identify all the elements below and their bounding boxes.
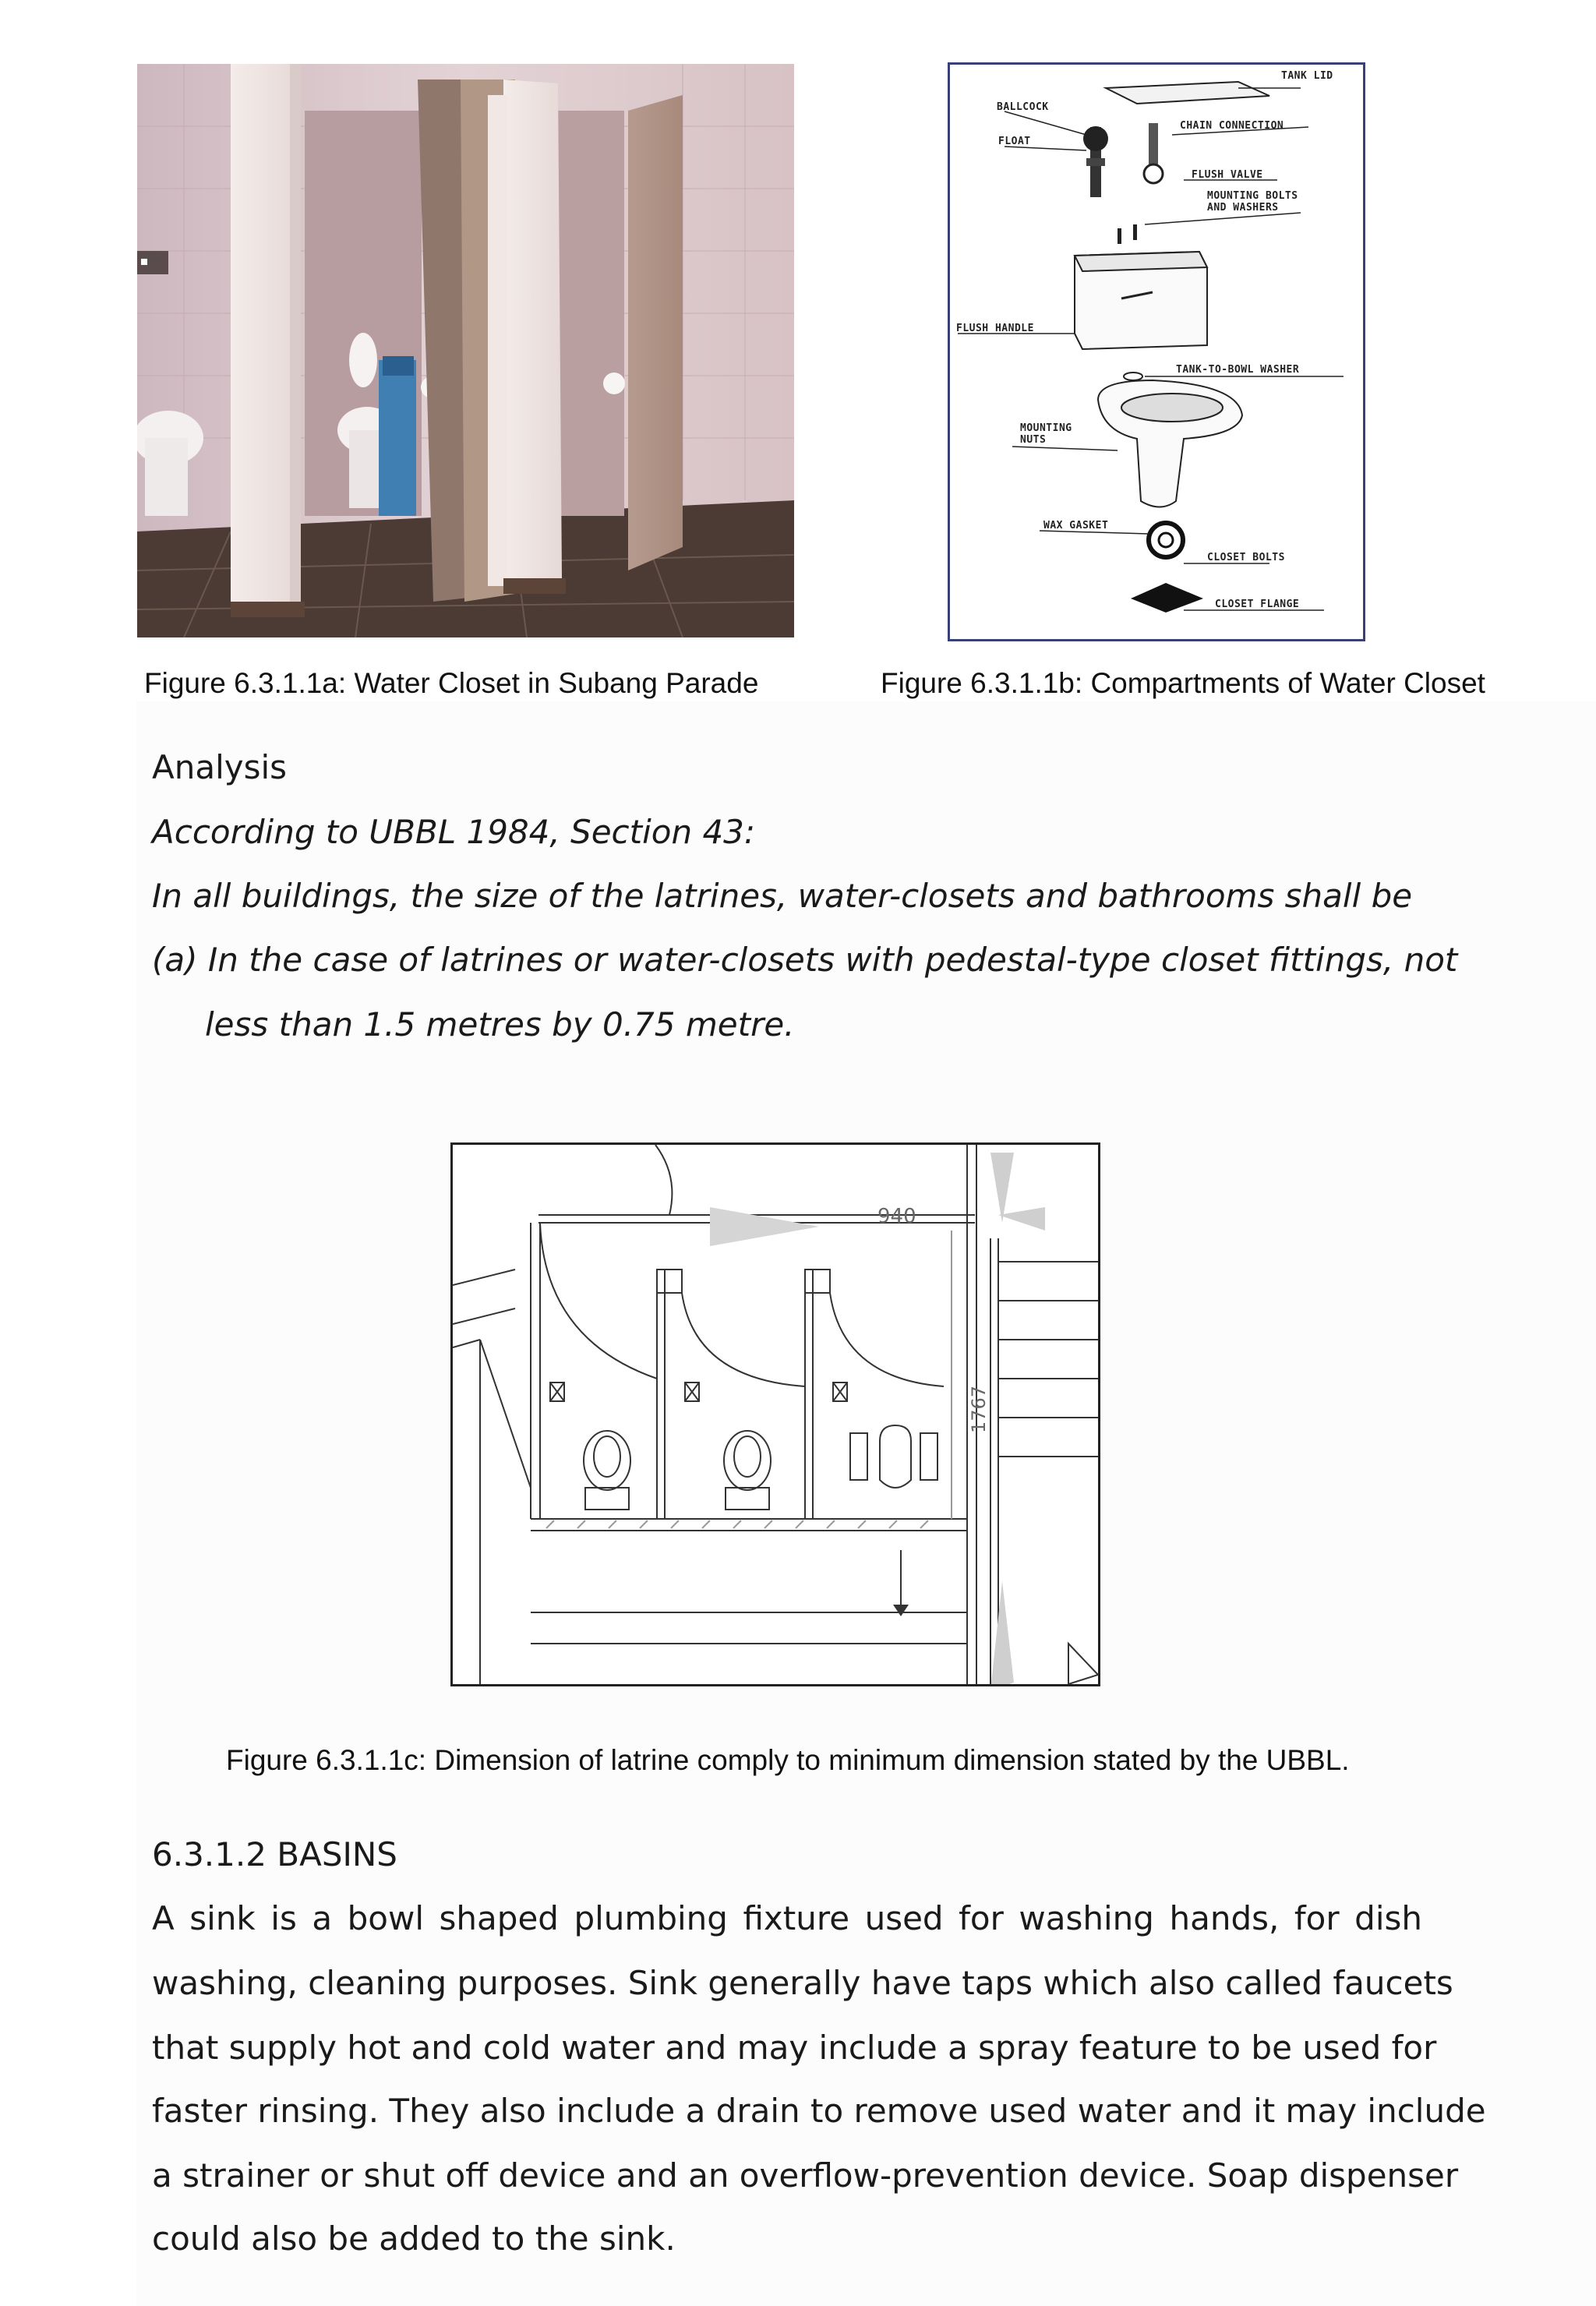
label-tank-to-bowl-washer: TANK-TO-BOWL WASHER xyxy=(1176,364,1300,376)
label-and-washers: AND WASHERS xyxy=(1207,202,1279,214)
toilet-parts-diagram xyxy=(948,62,1365,641)
floor-plan-svg xyxy=(453,1145,1098,1684)
analysis-line-1: According to UBBL 1984, Section 43: xyxy=(152,813,756,851)
label-flush-handle: FLUSH HANDLE xyxy=(956,323,1034,334)
label-wax-gasket: WAX GASKET xyxy=(1043,520,1109,531)
label-ballcock: BALLCOCK xyxy=(997,101,1049,113)
analysis-line-4: less than 1.5 metres by 0.75 metre. xyxy=(205,1005,795,1044)
label-chain-connection: CHAIN CONNECTION xyxy=(1180,120,1284,132)
label-mounting-nuts-1: MOUNTING xyxy=(1020,422,1072,434)
basins-paragraph-line-5: a strainer or shut off device and an overflow-prevention device. Soap dispenser xyxy=(152,2156,1459,2195)
label-mounting-nuts-2: NUTS xyxy=(1020,434,1047,446)
latrine-floor-plan xyxy=(450,1142,1100,1686)
figure-c-caption: Figure 6.3.1.1c: Dimension of latrine comply to minimum dimension stated by the UBBL. xyxy=(226,1744,1350,1776)
label-mounting-bolts: MOUNTING BOLTS xyxy=(1207,190,1298,202)
label-tank-lid: TANK LID xyxy=(1281,70,1333,82)
label-float: FLOAT xyxy=(998,136,1031,147)
basins-paragraph-line-6: could also be added to the sink. xyxy=(152,2219,676,2258)
analysis-line-2: In all buildings, the size of the latrines, water-closets and bathrooms shall be xyxy=(152,877,1413,915)
analysis-line-3: (a) In the case of latrines or water-closets with pedestal-type closet fittings, not xyxy=(152,941,1458,979)
water-closet-photo xyxy=(137,64,794,637)
basins-paragraph-line-2: washing, cleaning purposes. Sink generally have taps which also called faucets xyxy=(152,1964,1453,2002)
basins-paragraph-line-3: that supply hot and cold water and may include a spray feature to be used for xyxy=(152,2029,1437,2067)
label-closet-flange: CLOSET FLANGE xyxy=(1215,599,1300,610)
analysis-heading: Analysis xyxy=(152,748,288,786)
basins-paragraph-line-1: A sink is a bowl shaped plumbing fixture used for washing hands, for dish xyxy=(152,1899,1422,1937)
basins-heading: 6.3.1.2 BASINS xyxy=(152,1835,397,1873)
toilet-parts-svg xyxy=(950,65,1363,639)
plan-depth-dimension: 1767 xyxy=(968,1385,990,1433)
basins-paragraph-line-4: faster rinsing. They also include a drain to remove used water and it may include xyxy=(152,2092,1486,2130)
plan-width-dimension: 940 xyxy=(877,1205,916,1228)
label-closet-bolts: CLOSET BOLTS xyxy=(1207,552,1285,563)
figure-a-caption: Figure 6.3.1.1a: Water Closet in Subang Parade xyxy=(144,667,759,699)
figure-b-caption: Figure 6.3.1.1b: Compartments of Water Closet xyxy=(881,667,1485,699)
photo-illustration xyxy=(137,64,794,637)
label-flush-valve: FLUSH VALVE xyxy=(1192,169,1263,181)
